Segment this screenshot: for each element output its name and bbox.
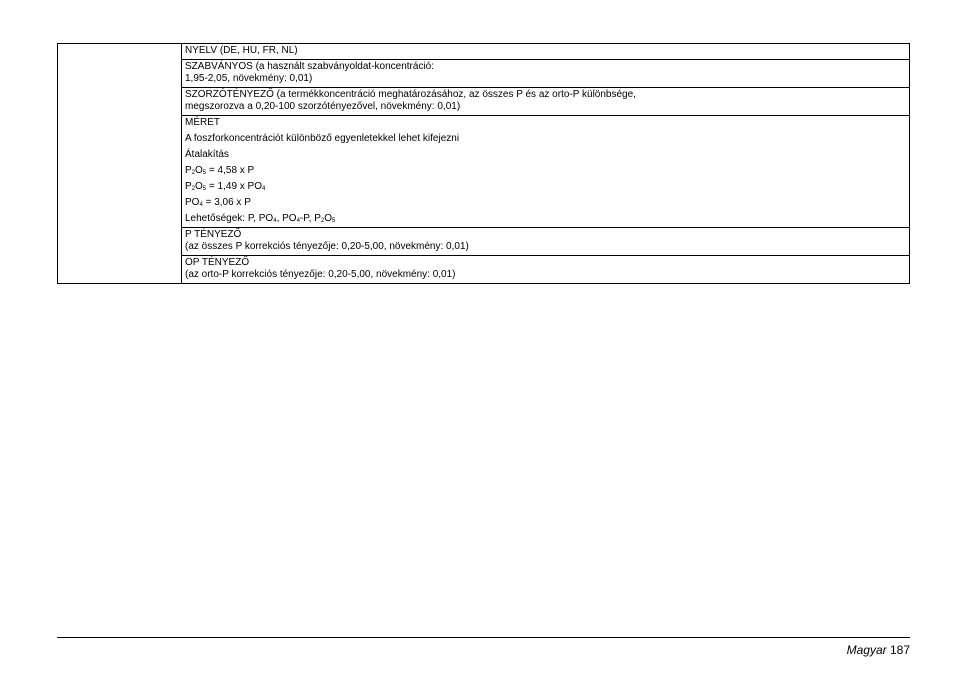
table-cell-op-factor	[182, 256, 910, 284]
table-row	[58, 116, 910, 228]
page-footer	[847, 643, 910, 657]
table-row	[58, 228, 910, 256]
table-cell-p-factor	[182, 228, 910, 256]
table-row	[58, 44, 910, 60]
row-text: (az orto-P korrekciós tényezője: 0,20-5,00, növekmény: 0,01)	[185, 269, 456, 280]
row-text: 1,95-2,05, növekmény: 0,01)	[185, 73, 313, 84]
table-cell-standard	[182, 60, 910, 88]
equation-po4-p: $PO_4 = 3,06$ x P	[185, 197, 251, 208]
equation-p2o5-p: $P_2O_5 = 4,58$ x P	[185, 165, 255, 176]
conversion-label: Átalakítás	[185, 149, 229, 160]
page-number: 187	[889, 643, 910, 657]
table-cell-multiplier	[182, 88, 910, 116]
row-text: (az összes P korrekciós tényezője: 0,20-5,00, növekmény: 0,01)	[185, 241, 469, 252]
settings-table	[57, 43, 910, 284]
equation-p2o5-po4: $P_2O_5 = 1,49$ x $PO_4$	[185, 181, 266, 192]
row-text: P TÉNYEZŐ	[185, 229, 242, 240]
table-row	[58, 60, 910, 88]
footer-language: Magyar	[846, 643, 887, 657]
table-cell-size	[182, 116, 910, 228]
footer-divider	[57, 637, 910, 638]
size-options: Lehetőségek: P, $PO_4$, $PO_4-P$, $P_2O_5$	[185, 213, 336, 224]
table-row	[58, 88, 910, 116]
table-cell-language	[182, 44, 910, 60]
table-row	[58, 256, 910, 284]
size-title: MÉRET	[185, 117, 220, 128]
row-text: NYELV (DE, HU, FR, NL)	[185, 45, 298, 56]
row-text: megszorozva a 0,20-100 szorzótényezővel, növekmény: 0,01)	[185, 101, 461, 112]
table-left-column	[58, 44, 182, 284]
size-description: A foszforkoncentrációt különböző egyenletekkel lehet kifejezni	[185, 133, 460, 144]
row-text: OP TÉNYEZŐ	[185, 257, 250, 268]
row-text: SZORZÓTÉNYEZŐ (a termékkoncentráció meghatározásához, az összes P és az orto-P különbsége,	[185, 89, 636, 100]
row-text: SZABVÁNYOS (a használt szabványoldat-koncentráció:	[185, 61, 435, 72]
